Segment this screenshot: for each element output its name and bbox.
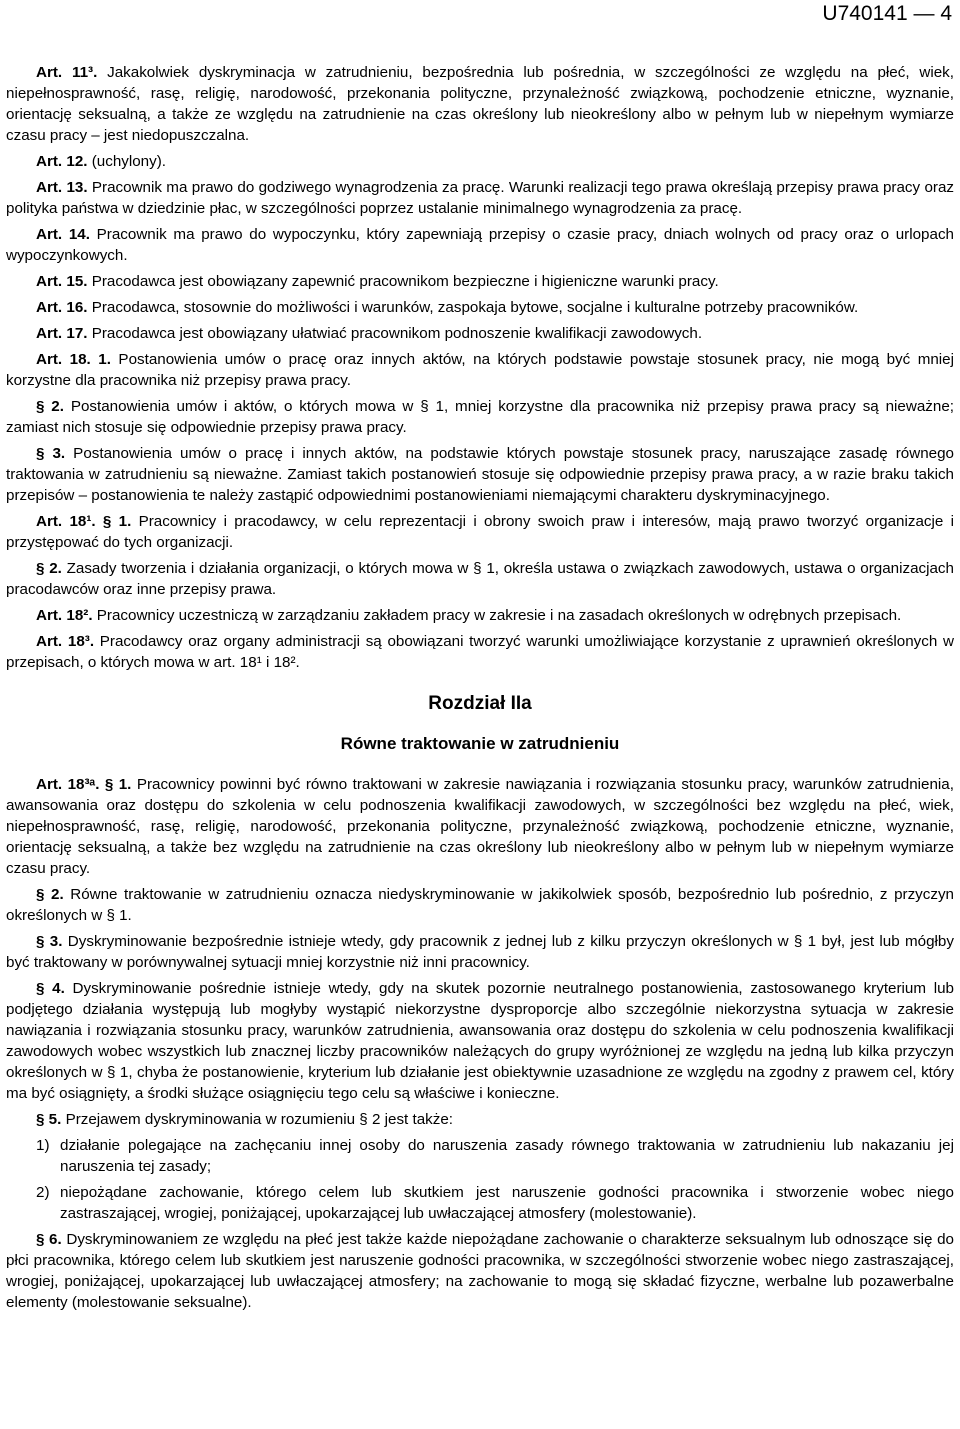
article-label: Art. 15. xyxy=(36,273,88,290)
article-label: Art. 18². xyxy=(36,607,93,624)
paragraph-text: Zasady tworzenia i działania organizacji, o których mowa w § 1, określa ustawa o związkach zawodowych, ustawa o organizacjach pracodawców oraz inne przepisy prawa. xyxy=(6,560,954,598)
article-text: Pracownik ma prawo do wypoczynku, który zapewniają przepisy o czasie pracy, dniach wolnych od pracy oraz o urlopach wypoczynkowych. xyxy=(6,226,954,264)
paragraph-label: § 2. xyxy=(36,886,64,903)
article-label: Art. 11³. xyxy=(36,64,98,81)
paragraph-text: Równe traktowanie w zatrudnieniu oznacza niedyskryminowanie w jakikolwiek sposób, bezpośrednio lub pośrednio, z przyczyn określonych w § 1. xyxy=(6,886,954,924)
paragraph-label: § 6. xyxy=(36,1231,62,1248)
chapter-title: Rozdział IIa xyxy=(428,693,532,714)
article-label: Art. 13. xyxy=(36,179,88,196)
article-text: Pracodawca jest obowiązany ułatwiać pracownikom podnoszenie kwalifikacji zawodowych. xyxy=(87,325,703,342)
paragraph-text: Dyskryminowanie bezpośrednie istnieje wtedy, gdy pracownik z jednej lub z kilku przyczyn określonych w § 1 był, jest lub mógłby być traktowany w porównywalnej sytuacji mniej korzystnie niż inni pracownicy. xyxy=(6,933,954,971)
art-18-3a-par-1 xyxy=(6,774,954,879)
article-text: Pracownicy i pracodawcy, w celu reprezentacji i obrony swoich praw i interesów, mają prawo tworzyć organizacje i przystępować do tych organizacji. xyxy=(6,513,954,551)
art-15 xyxy=(6,271,954,292)
chapter-subtitle: Równe traktowanie w zatrudnieniu xyxy=(340,734,620,753)
list-item xyxy=(6,1135,954,1177)
paragraph-text: Postanowienia umów i aktów, o których mowa w § 1, mniej korzystne dla pracownika niż przepisy prawa pracy są nieważne; zamiast nich stosuje się odpowiednie przepisy prawa pracy. xyxy=(6,398,954,436)
article-text: Pracodawcy oraz organy administracji są obowiązani tworzyć warunki umożliwiające korzystanie z uprawnień określonych w przepisach, o których mowa w art. 18¹ i 18². xyxy=(6,633,955,671)
article-text: Postanowienia umów o pracę oraz innych aktów, na których podstawie powstaje stosunek pracy, nie mogą być mniej korzystne dla pracownika niż przepisy prawa pracy. xyxy=(6,351,954,389)
art-13 xyxy=(6,177,954,219)
article-text: Pracownik ma prawo do godziwego wynagrodzenia za pracę. Warunki realizacji tego prawa określają przepisy prawa pracy oraz polityka państwa w dziedzinie płac, w szczególności poprzez ustalanie minimalnego wynagrodzenia za pracę. xyxy=(6,179,954,217)
article-label: Art. 18³. xyxy=(36,633,95,650)
paragraph-label: § 3. xyxy=(36,933,63,950)
paragraph-text: Dyskryminowanie pośrednie istnieje wtedy, gdy na skutek pozornie neutralnego postanowienia, zastosowanego kryterium lub podjętego działania występują lub mogłyby wystąpić niekorzystne dysproporcje albo szczególnie niekorzystna sytuacja w zakresie nawiązania i rozwiązania stosunku pracy, warunków zatrudnienia, awansowania oraz dostępu do szkolenia w celu podnoszenia kwalifikacji zawodowych wobec wszystkich lub znacznej liczby pracowników należących do grupy wyróżnionej ze względu na jedną lub kilka przyczyn określonych w § 1, chyba że postanowienie, kryterium lub działanie jest obiektywnie uzasadnione ze względu na zgodny z prawem cel, który ma być osiągnięty, a środki służące osiągnięciu tego celu są właściwe i konieczne. xyxy=(6,980,954,1102)
article-text: Pracodawca jest obowiązany zapewnić pracownikom bezpieczne i higieniczne warunki pracy. xyxy=(87,273,719,290)
art-18-1-par-2 xyxy=(6,558,954,600)
list-item-text: działanie polegające na zachęcaniu innej osoby do naruszenia zasady równego traktowania w zatrudnieniu lub nakazaniu jej naruszenia tej zasady; xyxy=(60,1137,954,1175)
paragraph-text: Przejawem dyskryminowania w rozumieniu § 2 jest także: xyxy=(61,1111,453,1128)
article-label: Art. 12. xyxy=(36,153,88,170)
article-text: Pracownicy powinni być równo traktowani w zakresie nawiązania i rozwiązania stosunku pracy, warunków zatrudnienia, awansowania oraz dostępu do szkolenia w celu podnoszenia kwalifikacji zawodowych, w szczególności bez względu na płeć, wiek, niepełnosprawność, rasę, religię, narodowość, przekonania polityczne, przynależność związkową, pochodzenie etniczne, wyznanie, orientację seksualną, a także bez względu na zatrudnienie na czas określony lub nieokreślony albo w pełnym lub w niepełnym wymiarze czasu pracy. xyxy=(6,776,954,877)
art-14 xyxy=(6,224,954,266)
list-item xyxy=(6,1182,954,1224)
article-label: Art. 18¹. § 1. xyxy=(36,513,132,530)
article-label: Art. 18. 1. xyxy=(36,351,111,368)
document-reference: U740141 — 4 xyxy=(822,2,952,25)
article-label: Art. 16. xyxy=(36,299,88,316)
art-18-2 xyxy=(6,605,954,626)
art-11-3 xyxy=(6,62,954,146)
paragraph-text: Dyskryminowaniem ze względu na płeć jest także każde niepożądane zachowanie o charakterze seksualnym lub odnoszące się do płci pracownika, którego celem lub skutkiem jest naruszenie godności pracownika, w szczególności stworzenie wobec niego zastraszającej, wrogiej, poniżającej, upokarzającej lub uwłaczającej atmosfery; na zachowanie to mogą się składać fizyczne, werbalne lub pozawerbalne elementy (molestowanie seksualne). xyxy=(6,1231,954,1311)
list-item-text: niepożądane zachowanie, którego celem lub skutkiem jest naruszenie godności pracownika i stworzenie wobec niego zastraszającej, wrogiej, poniżającej, upokarzającej lub uwłaczającej atmosfery (molestowanie). xyxy=(60,1184,954,1222)
art-12 xyxy=(6,151,954,172)
art-17 xyxy=(6,323,954,344)
list-item-number: 2) xyxy=(36,1184,50,1201)
list-item-number: 1) xyxy=(36,1137,50,1154)
paragraph-label: § 2. xyxy=(36,398,64,415)
art-18-3 xyxy=(6,631,954,673)
art-18-1-par-1 xyxy=(6,511,954,553)
article-text: Pracownicy uczestniczą w zarządzaniu zakładem pracy w zakresie i na zasadach określonych w odrębnych przepisach. xyxy=(92,607,902,624)
art-18-3a-par-2 xyxy=(6,884,954,926)
art-18-par-1 xyxy=(6,349,954,391)
art-18-3a-par-5 xyxy=(6,1109,954,1130)
art-16 xyxy=(6,297,954,318)
article-text: Jakakolwiek dyskryminacja w zatrudnieniu, bezpośrednia lub pośrednia, w szczególności ze względu na płeć, wiek, niepełnosprawność, rasę, religię, narodowość, przekonania polityczne, przynależność związkową, pochodzenie etniczne, wyznanie, orientację seksualną, a także ze względu na zatrudnienie na czas określony lub nieokreślony albo w pełnym lub w niepełnym wymiarze czasu pracy – jest niedopuszczalna. xyxy=(6,64,954,144)
paragraph-label: § 5. xyxy=(36,1111,62,1128)
paragraph-label: § 4. xyxy=(36,980,65,997)
article-label: Art. 18³ᵃ. § 1. xyxy=(36,776,132,793)
art-18-3a-par-4 xyxy=(6,978,954,1104)
paragraph-label: § 3. xyxy=(36,445,66,462)
art-18-par-3 xyxy=(6,443,954,506)
document-body xyxy=(6,62,954,1318)
article-text: Pracodawca, stosownie do możliwości i warunków, zaspokaja bytowe, socjalne i kulturalne potrzeby pracowników. xyxy=(87,299,859,316)
paragraph-text: Postanowienia umów o pracę i innych aktów, na podstawie których powstaje stosunek pracy, naruszające zasadę równego traktowania w zatrudnieniu są nieważne. Zamiast takich postanowień stosuje się odpowiednie przepisy prawa pracy, a w razie braku takich przepisów – postanowienia te należy zastąpić odpowiednimi postanowieniami niemającymi charakteru dyskryminacyjnego. xyxy=(6,445,954,504)
art-18-3a-par-6 xyxy=(6,1229,954,1313)
art-18-par-2 xyxy=(6,396,954,438)
article-label: Art. 14. xyxy=(36,226,90,243)
paragraph-label: § 2. xyxy=(36,560,62,577)
art-18-3a-par-3 xyxy=(6,931,954,973)
article-label: Art. 17. xyxy=(36,325,88,342)
article-text: (uchylony). xyxy=(87,153,166,170)
